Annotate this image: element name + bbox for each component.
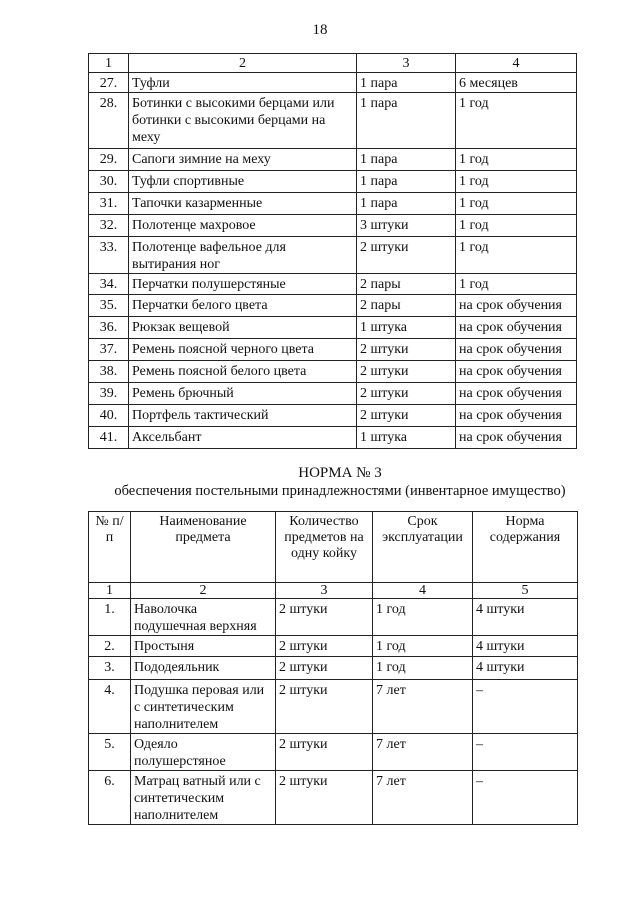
item-quantity: 1 штука — [357, 317, 456, 339]
table-row — [89, 383, 577, 405]
item-name: Перчатки полушерстяные — [129, 274, 357, 295]
table-row — [89, 734, 578, 771]
item-name: Тапочки казарменные — [129, 193, 357, 215]
item-norm: – — [473, 734, 578, 771]
table-row — [89, 636, 578, 657]
table-row — [89, 73, 577, 93]
norm-title: НОРМА № 3 — [298, 465, 382, 481]
item-quantity: 1 пара — [357, 93, 456, 149]
item-name: Портфель тактический — [129, 405, 357, 427]
row-number: 5. — [89, 734, 131, 771]
item-term: 1 год — [456, 274, 577, 295]
item-term: 1 год — [456, 171, 577, 193]
item-quantity: 1 пара — [357, 193, 456, 215]
item-term: 1 год — [456, 215, 577, 237]
item-norm: 4 штуки — [473, 599, 578, 636]
item-term: 1 год — [373, 636, 473, 657]
row-number: 37. — [89, 339, 129, 361]
table-row — [89, 680, 578, 734]
column-number: 4 — [373, 583, 473, 599]
clothing-table — [88, 53, 577, 449]
header-cell: 3 — [357, 54, 456, 73]
row-number: 2. — [89, 636, 131, 657]
table-row — [89, 149, 577, 171]
column-number-row — [89, 583, 578, 599]
row-number: 39. — [89, 383, 129, 405]
table-row — [89, 171, 577, 193]
column-number: 5 — [473, 583, 578, 599]
item-term: 7 лет — [373, 734, 473, 771]
norm-subtitle: обеспечения постельными принадлежностями (инвентарное имущество) — [114, 483, 566, 499]
item-name: Ремень брючный — [129, 383, 357, 405]
column-number: 3 — [276, 583, 373, 599]
row-number: 28. — [89, 93, 129, 149]
table-row — [89, 295, 577, 317]
table-header-row — [89, 512, 578, 583]
item-term: 1 год — [456, 93, 577, 149]
row-number: 35. — [89, 295, 129, 317]
item-name: Рюкзак вещевой — [129, 317, 357, 339]
table-row — [89, 93, 577, 149]
item-quantity: 2 штуки — [276, 680, 373, 734]
item-term: 7 лет — [373, 771, 473, 825]
row-number: 34. — [89, 274, 129, 295]
item-term: 1 год — [456, 193, 577, 215]
table-row — [89, 193, 577, 215]
item-term: на срок обучения — [456, 405, 577, 427]
item-term: на срок обучения — [456, 295, 577, 317]
item-quantity: 2 штуки — [357, 237, 456, 274]
table-header-row — [89, 54, 577, 73]
item-name: Одеяло полушерстяное — [131, 734, 276, 771]
item-name: Наволочка подушечная верхняя — [131, 599, 276, 636]
bedding-table — [88, 511, 578, 825]
item-name: Сапоги зимние на меху — [129, 149, 357, 171]
item-term: на срок обучения — [456, 361, 577, 383]
row-number: 38. — [89, 361, 129, 383]
table-row — [89, 339, 577, 361]
item-term: 7 лет — [373, 680, 473, 734]
header-cell: Количество предметов на одну койку — [276, 512, 373, 583]
item-norm: 4 штуки — [473, 657, 578, 680]
item-name: Ремень поясной черного цвета — [129, 339, 357, 361]
row-number: 31. — [89, 193, 129, 215]
item-name: Туфли спортивные — [129, 171, 357, 193]
item-term: на срок обучения — [456, 339, 577, 361]
item-quantity: 1 пара — [357, 149, 456, 171]
item-quantity: 1 пара — [357, 73, 456, 93]
item-term: 1 год — [456, 237, 577, 274]
table-row — [89, 657, 578, 680]
table-row — [89, 599, 578, 636]
item-norm: – — [473, 771, 578, 825]
column-number: 1 — [89, 583, 131, 599]
item-quantity: 2 штуки — [357, 339, 456, 361]
item-name: Матрац ватный или с синтетическим наполнителем — [131, 771, 276, 825]
item-quantity: 1 штука — [357, 427, 456, 449]
table-row — [89, 237, 577, 274]
header-cell: Норма содержания — [473, 512, 578, 583]
item-term: 6 месяцев — [456, 73, 577, 93]
item-norm: 4 штуки — [473, 636, 578, 657]
item-name: Туфли — [129, 73, 357, 93]
item-quantity: 2 штуки — [357, 361, 456, 383]
table-row — [89, 215, 577, 237]
row-number: 30. — [89, 171, 129, 193]
item-quantity: 2 пары — [357, 274, 456, 295]
header-cell: Наименование предмета — [131, 512, 276, 583]
item-quantity: 2 пары — [357, 295, 456, 317]
row-number: 32. — [89, 215, 129, 237]
item-name: Подушка перовая или с синтетическим наполнителем — [131, 680, 276, 734]
item-quantity: 3 штуки — [357, 215, 456, 237]
table-row — [89, 274, 577, 295]
item-term: на срок обучения — [456, 427, 577, 449]
header-cell: Срок эксплуатации — [373, 512, 473, 583]
header-cell: 2 — [129, 54, 357, 73]
item-quantity: 2 штуки — [276, 636, 373, 657]
header-cell: № п/п — [89, 512, 131, 583]
row-number: 29. — [89, 149, 129, 171]
row-number: 4. — [89, 680, 131, 734]
row-number: 6. — [89, 771, 131, 825]
row-number: 1. — [89, 599, 131, 636]
item-name: Полотенце вафельное для вытирания ног — [129, 237, 357, 274]
page-number: 18 — [312, 22, 328, 38]
row-number: 33. — [89, 237, 129, 274]
row-number: 41. — [89, 427, 129, 449]
header-cell: 1 — [89, 54, 129, 73]
header-cell: 4 — [456, 54, 577, 73]
row-number: 3. — [89, 657, 131, 680]
item-name: Пододеяльник — [131, 657, 276, 680]
item-quantity: 2 штуки — [357, 383, 456, 405]
item-name: Ремень поясной белого цвета — [129, 361, 357, 383]
item-name: Полотенце махровое — [129, 215, 357, 237]
item-norm: – — [473, 680, 578, 734]
row-number: 36. — [89, 317, 129, 339]
item-quantity: 1 пара — [357, 171, 456, 193]
item-quantity: 2 штуки — [276, 599, 373, 636]
item-name: Простыня — [131, 636, 276, 657]
item-name: Перчатки белого цвета — [129, 295, 357, 317]
table-row — [89, 427, 577, 449]
column-number: 2 — [131, 583, 276, 599]
table-row — [89, 317, 577, 339]
table-row — [89, 361, 577, 383]
item-quantity: 2 штуки — [357, 405, 456, 427]
table-row — [89, 405, 577, 427]
item-term: на срок обучения — [456, 383, 577, 405]
item-term: 1 год — [373, 599, 473, 636]
row-number: 40. — [89, 405, 129, 427]
item-term: на срок обучения — [456, 317, 577, 339]
table-row — [89, 771, 578, 825]
item-term: 1 год — [456, 149, 577, 171]
item-name: Ботинки с высокими берцами или ботинки с высокими берцами на меху — [129, 93, 357, 149]
item-quantity: 2 штуки — [276, 734, 373, 771]
item-quantity: 2 штуки — [276, 771, 373, 825]
item-term: 1 год — [373, 657, 473, 680]
item-quantity: 2 штуки — [276, 657, 373, 680]
item-name: Аксельбант — [129, 427, 357, 449]
row-number: 27. — [89, 73, 129, 93]
